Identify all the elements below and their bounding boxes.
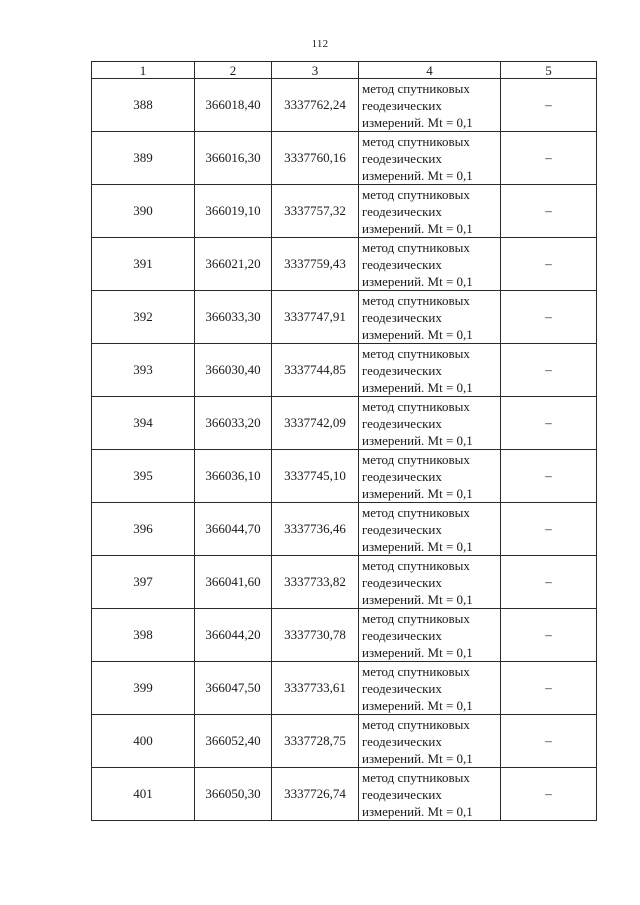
note-cell: – (501, 185, 597, 238)
note-cell: – (501, 79, 597, 132)
y-coordinate-cell: 3337745,10 (272, 450, 359, 503)
method-line: измерений. Mt = 0,1 (362, 114, 473, 130)
table-row (92, 397, 597, 450)
method-line: метод спутниковых (362, 663, 470, 679)
note-cell: – (501, 132, 597, 185)
table-row (92, 238, 597, 291)
note-cell: – (501, 556, 597, 609)
table-row (92, 450, 597, 503)
method-cell (359, 450, 501, 503)
method-line: метод спутниковых (362, 239, 470, 255)
method-line: геодезических (362, 415, 442, 431)
note-cell: – (501, 344, 597, 397)
method-line: измерений. Mt = 0,1 (362, 432, 473, 448)
method-line: геодезических (362, 203, 442, 219)
x-coordinate-cell: 366044,20 (195, 609, 272, 662)
method-line: метод спутниковых (362, 186, 470, 202)
method-cell (359, 715, 501, 768)
method-cell (359, 397, 501, 450)
point-number-cell: 388 (92, 79, 195, 132)
method-cell (359, 185, 501, 238)
x-coordinate-cell: 366019,10 (195, 185, 272, 238)
header-col-3: 3 (272, 62, 359, 79)
method-line: измерений. Mt = 0,1 (362, 750, 473, 766)
method-line: измерений. Mt = 0,1 (362, 273, 473, 289)
y-coordinate-cell: 3337760,16 (272, 132, 359, 185)
method-line: геодезических (362, 786, 442, 802)
table-row (92, 291, 597, 344)
method-cell (359, 291, 501, 344)
x-coordinate-cell: 366018,40 (195, 79, 272, 132)
x-coordinate-cell: 366016,30 (195, 132, 272, 185)
y-coordinate-cell: 3337759,43 (272, 238, 359, 291)
method-line: геодезических (362, 680, 442, 696)
method-cell (359, 79, 501, 132)
method-cell (359, 344, 501, 397)
header-col-2: 2 (195, 62, 272, 79)
x-coordinate-cell: 366033,30 (195, 291, 272, 344)
method-cell (359, 503, 501, 556)
method-line: метод спутниковых (362, 769, 470, 785)
x-coordinate-cell: 366044,70 (195, 503, 272, 556)
method-line: геодезических (362, 521, 442, 537)
table-row (92, 79, 597, 132)
method-line: геодезических (362, 309, 442, 325)
note-cell: – (501, 768, 597, 821)
table-header (92, 62, 597, 79)
method-line: метод спутниковых (362, 80, 470, 96)
header-col-5: 5 (501, 62, 597, 79)
x-coordinate-cell: 366052,40 (195, 715, 272, 768)
table-row (92, 609, 597, 662)
method-cell (359, 238, 501, 291)
method-line: измерений. Mt = 0,1 (362, 644, 473, 660)
y-coordinate-cell: 3337757,32 (272, 185, 359, 238)
point-number-cell: 401 (92, 768, 195, 821)
note-cell: – (501, 609, 597, 662)
point-number-cell: 395 (92, 450, 195, 503)
table-row (92, 662, 597, 715)
method-line: геодезических (362, 256, 442, 272)
method-line: геодезических (362, 150, 442, 166)
note-cell: – (501, 715, 597, 768)
method-line: метод спутниковых (362, 557, 470, 573)
method-cell (359, 768, 501, 821)
table-row (92, 556, 597, 609)
x-coordinate-cell: 366030,40 (195, 344, 272, 397)
method-line: измерений. Mt = 0,1 (362, 167, 473, 183)
x-coordinate-cell: 366036,10 (195, 450, 272, 503)
table-row (92, 185, 597, 238)
point-number-cell: 390 (92, 185, 195, 238)
method-line: метод спутниковых (362, 504, 470, 520)
method-cell (359, 132, 501, 185)
y-coordinate-cell: 3337762,24 (272, 79, 359, 132)
note-cell: – (501, 450, 597, 503)
table-row (92, 768, 597, 821)
page-number: 112 (311, 38, 329, 50)
y-coordinate-cell: 3337747,91 (272, 291, 359, 344)
header-col-4: 4 (359, 62, 501, 79)
y-coordinate-cell: 3337733,82 (272, 556, 359, 609)
header-col-1: 1 (92, 62, 195, 79)
point-number-cell: 397 (92, 556, 195, 609)
method-line: метод спутниковых (362, 451, 470, 467)
method-cell (359, 609, 501, 662)
point-number-cell: 393 (92, 344, 195, 397)
point-number-cell: 389 (92, 132, 195, 185)
coordinates-table (91, 61, 597, 821)
table-row (92, 132, 597, 185)
method-line: геодезических (362, 362, 442, 378)
method-line: измерений. Mt = 0,1 (362, 538, 473, 554)
method-line: геодезических (362, 97, 442, 113)
point-number-cell: 392 (92, 291, 195, 344)
x-coordinate-cell: 366033,20 (195, 397, 272, 450)
point-number-cell: 400 (92, 715, 195, 768)
point-number-cell: 394 (92, 397, 195, 450)
method-line: геодезических (362, 468, 442, 484)
table-row (92, 715, 597, 768)
method-line: измерений. Mt = 0,1 (362, 326, 473, 342)
table-body (92, 79, 597, 821)
method-line: измерений. Mt = 0,1 (362, 485, 473, 501)
method-cell (359, 662, 501, 715)
x-coordinate-cell: 366041,60 (195, 556, 272, 609)
method-line: измерений. Mt = 0,1 (362, 803, 473, 819)
point-number-cell: 396 (92, 503, 195, 556)
method-line: метод спутниковых (362, 610, 470, 626)
method-line: метод спутниковых (362, 398, 470, 414)
method-line: геодезических (362, 627, 442, 643)
method-line: метод спутниковых (362, 133, 470, 149)
note-cell: – (501, 238, 597, 291)
x-coordinate-cell: 366050,30 (195, 768, 272, 821)
y-coordinate-cell: 3337742,09 (272, 397, 359, 450)
point-number-cell: 391 (92, 238, 195, 291)
method-line: метод спутниковых (362, 716, 470, 732)
method-line: измерений. Mt = 0,1 (362, 379, 473, 395)
header-row (92, 62, 597, 79)
note-cell: – (501, 662, 597, 715)
x-coordinate-cell: 366047,50 (195, 662, 272, 715)
table-row (92, 344, 597, 397)
method-cell (359, 556, 501, 609)
y-coordinate-cell: 3337728,75 (272, 715, 359, 768)
method-line: измерений. Mt = 0,1 (362, 697, 473, 713)
method-line: метод спутниковых (362, 345, 470, 361)
method-line: геодезических (362, 574, 442, 590)
method-line: измерений. Mt = 0,1 (362, 591, 473, 607)
x-coordinate-cell: 366021,20 (195, 238, 272, 291)
method-line: геодезических (362, 733, 442, 749)
y-coordinate-cell: 3337744,85 (272, 344, 359, 397)
y-coordinate-cell: 3337736,46 (272, 503, 359, 556)
table-row (92, 503, 597, 556)
y-coordinate-cell: 3337726,74 (272, 768, 359, 821)
point-number-cell: 398 (92, 609, 195, 662)
y-coordinate-cell: 3337733,61 (272, 662, 359, 715)
point-number-cell: 399 (92, 662, 195, 715)
note-cell: – (501, 503, 597, 556)
note-cell: – (501, 397, 597, 450)
note-cell: – (501, 291, 597, 344)
method-line: измерений. Mt = 0,1 (362, 220, 473, 236)
method-line: метод спутниковых (362, 292, 470, 308)
y-coordinate-cell: 3337730,78 (272, 609, 359, 662)
